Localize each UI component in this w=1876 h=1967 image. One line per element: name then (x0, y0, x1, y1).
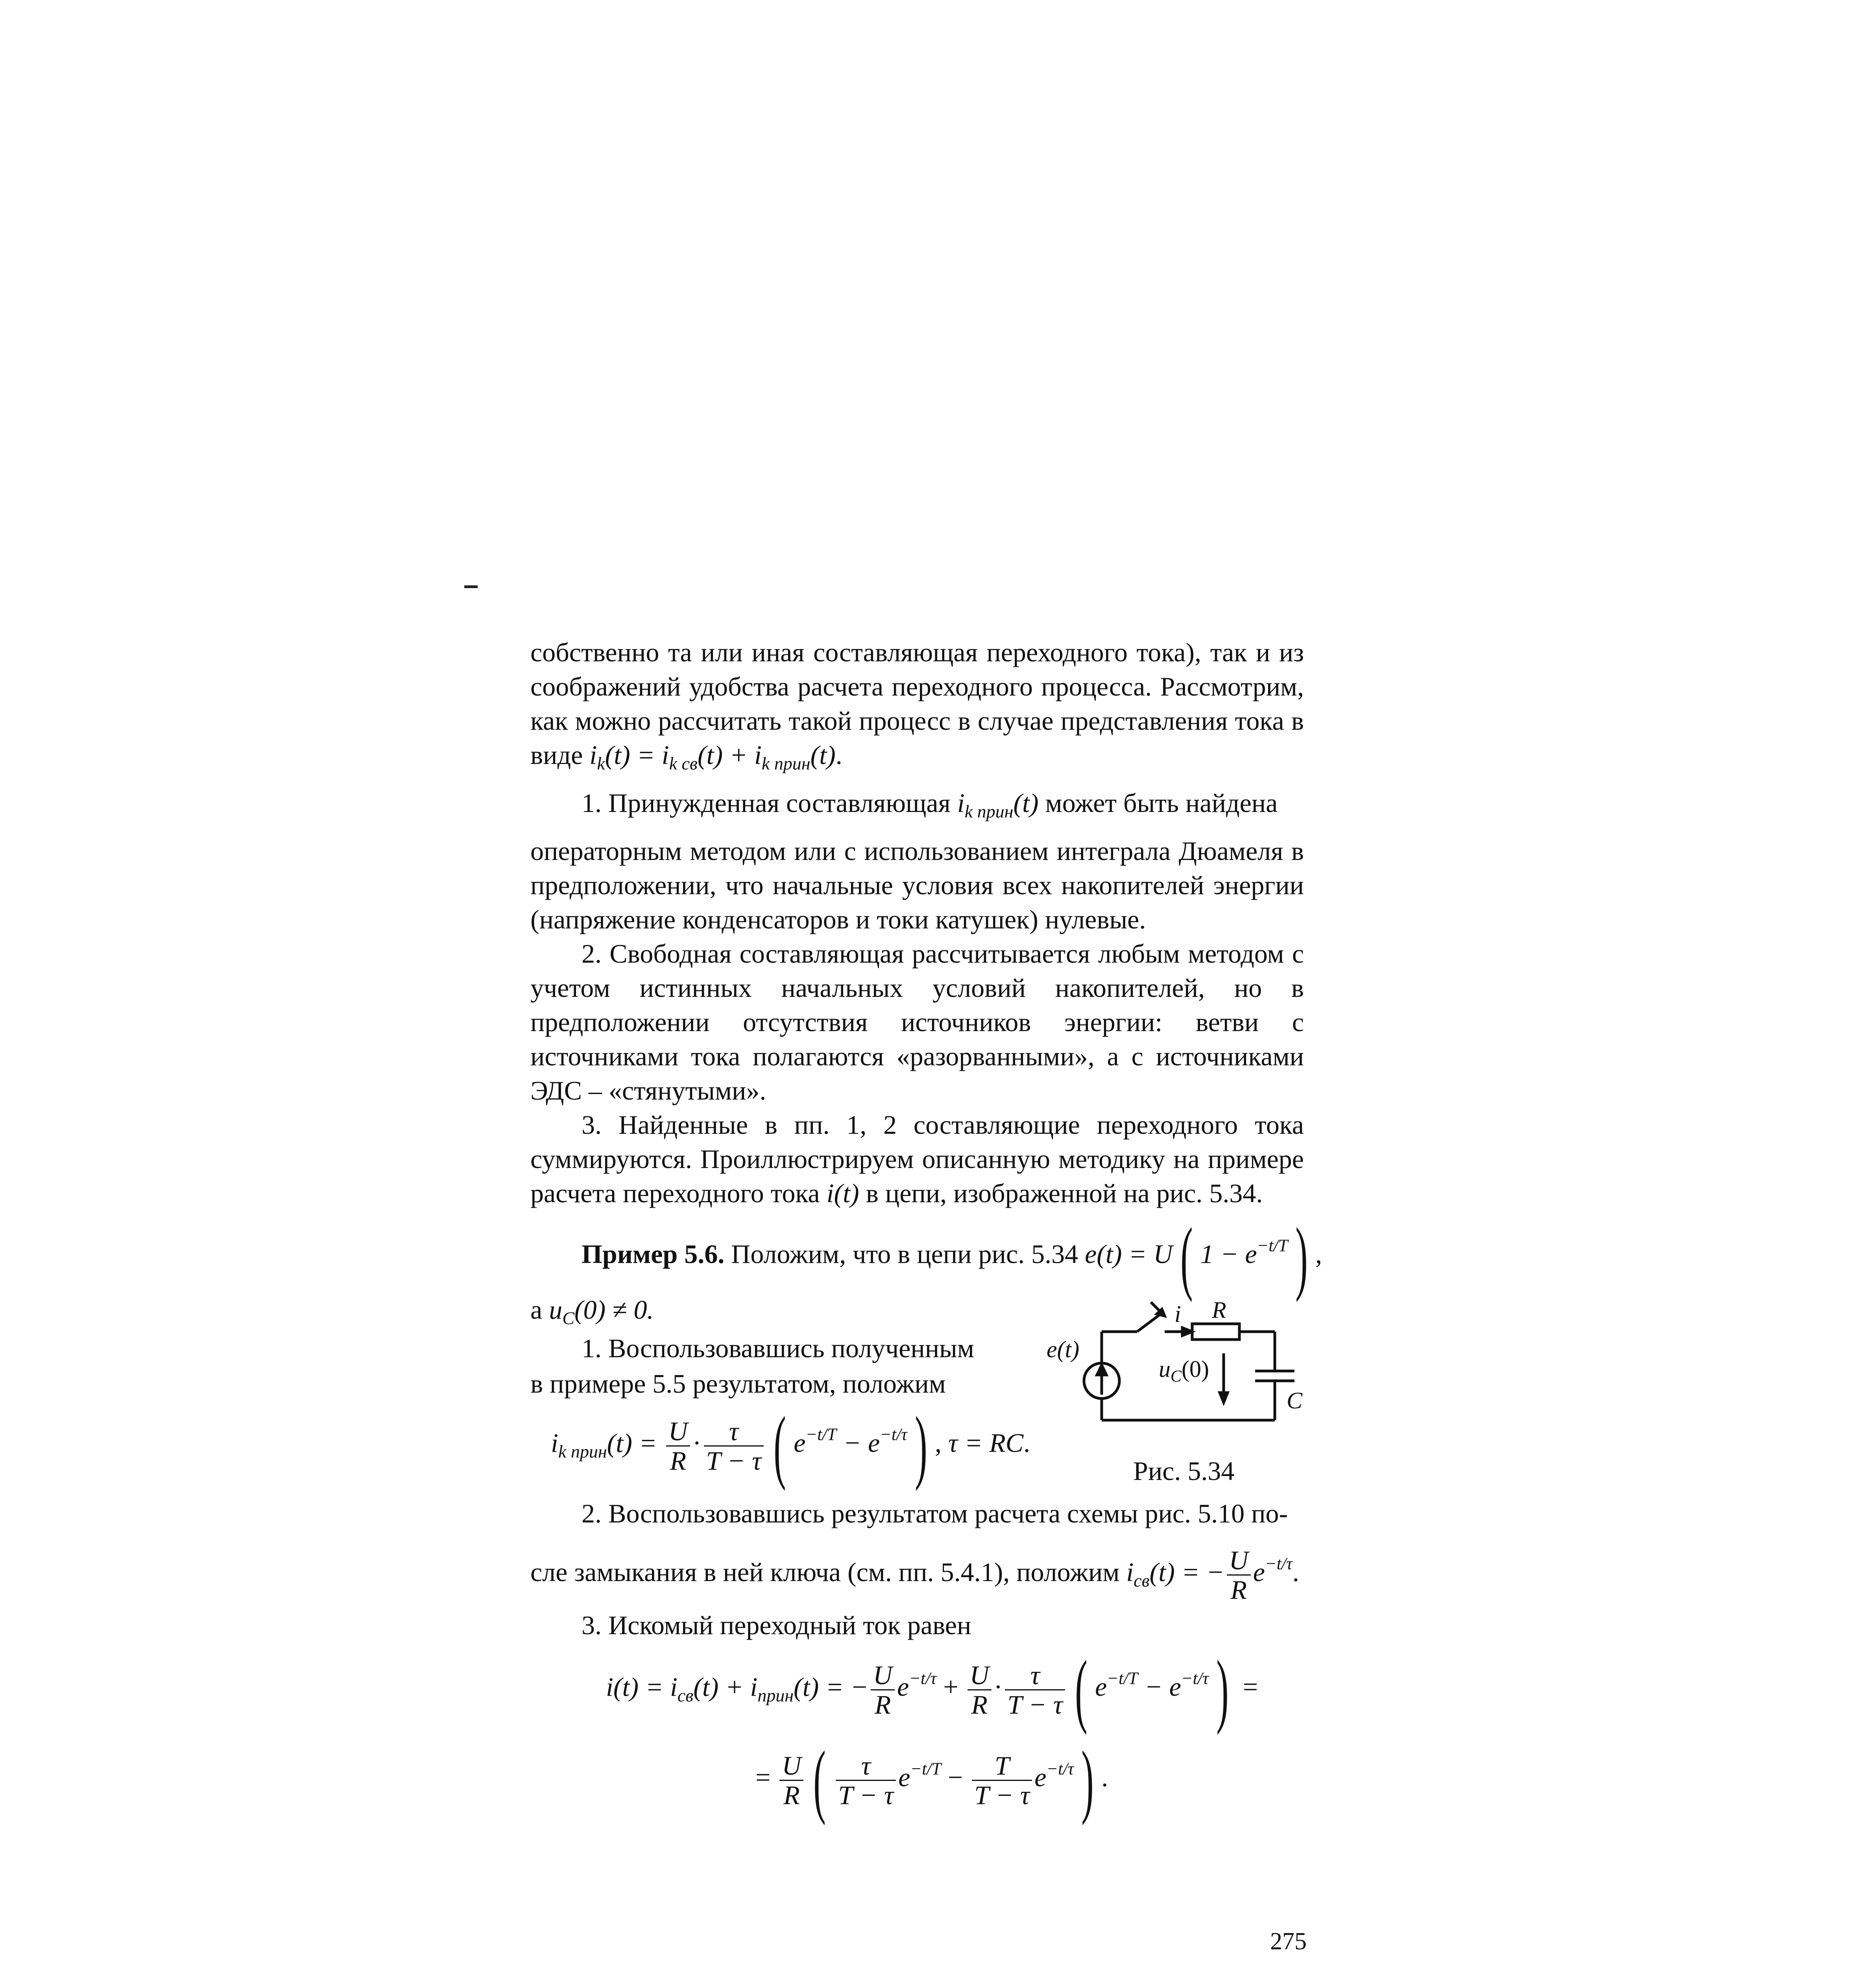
margin-dash (464, 585, 478, 588)
label-capacitor: C (1287, 1388, 1303, 1413)
label-resistor: R (1212, 1298, 1226, 1323)
switch-icon (1137, 1314, 1161, 1332)
example-title: Пример 5.6. (582, 1239, 725, 1269)
condition-line: а $u_C(0) \ne 0$. (530, 1295, 654, 1328)
resistor-icon (1192, 1324, 1239, 1340)
circuit-figure (1047, 1298, 1322, 1440)
paragraph-step1-cont: операторным методом или с использованием интеграла Дюамеля в предположении, что начальные условия всех накопителей энергии (напряжение конденсаторов и токи катушек) нулевые. (530, 836, 1304, 934)
page-number: 275 (1270, 1928, 1307, 1955)
text-column (530, 635, 1304, 1210)
label-source: e(t) (1047, 1336, 1080, 1362)
example-text: Положим, что в цепи рис. 5.34 (731, 1239, 1078, 1269)
formula-iprin: $i_{k прин}(t)$ = $\frac{U}{R}$ · $\frac{\tau}{T - \tau}$ ( $e^{-t/T} - e^{-t/\tau}$) , τ = RC. (551, 1400, 1030, 1491)
figure-caption: Рис. 5.34 (1133, 1456, 1235, 1486)
formula-total-2: = $\frac{U}{R}$ ( $\frac{\tau}{T - \tau}$ $e^{-t/T}$ − $\frac{T}{T - \tau}$ $e^{-t/\tau}$) . (755, 1735, 1108, 1826)
item1-line-a: 1. Воспользовавшись полученным (582, 1333, 974, 1363)
paragraph-step3: 3. Найденные в пп. 1, 2 составляющие переходного тока суммируются. Проиллюстрируем описанную методику на примере расчета переходного тока i(t) в цепи, изображенной на рис. 5.34. (530, 1110, 1304, 1208)
item2-line-a: 2. Воспользовавшись результатом расчета схемы рис. 5.10 по- (582, 1498, 1288, 1528)
item2-line-b: сле замыкания в ней ключа (см. пп. 5.4.1), положим $i_{св}(t)$ = − $\frac{U}{R}$ $e^{-t/\tau}$. (530, 1545, 1299, 1605)
item1-line-b: в примере 5.5 результатом, положим (530, 1369, 946, 1399)
paragraph-step1: 1. Принужденная составляющая $i_{k прин}(t)$ может быть найдена (582, 788, 1278, 821)
label-voltage: $u_C(0)$ (1159, 1356, 1209, 1386)
paragraph-step2: 2. Свободная составляющая рассчитывается любым методом с учетом истинных начальных условий накопителей, но в предположении отсутствия источников энергии: ветви с источниками тока полагаются «разорванными», а с источниками ЭДС – «стянутыми». (530, 939, 1304, 1105)
item3-line: 3. Искомый переходный ток равен (582, 1610, 971, 1640)
example-title-line: Пример 5.6. Положим, что в цепи рис. 5.34 e(t) = U( $1 - e^{-t/T}$) , (582, 1211, 1322, 1303)
label-current: i (1174, 1301, 1181, 1327)
paragraph-intro: собственно та или иная составляющая переходного тока), так и из соображений удобства расчета переходного процесса. Рассмотрим, как можно рассчитать такой процесс в случае представления тока в виде $i_k(t) = i_{k св}(t) + i_{k прин}(t)$. (530, 637, 1304, 773)
formula-total-1: $i(t) = i_{св}(t) + i_{прин}(t)$ = − $\frac{U}{R}$ $e^{-t/\tau}$ + $\frac{U}{R}$ · $\frac{\tau}{T - \tau}$ ( $e^{-t/T} - e^{-t/\tau}$) = (606, 1644, 1258, 1735)
